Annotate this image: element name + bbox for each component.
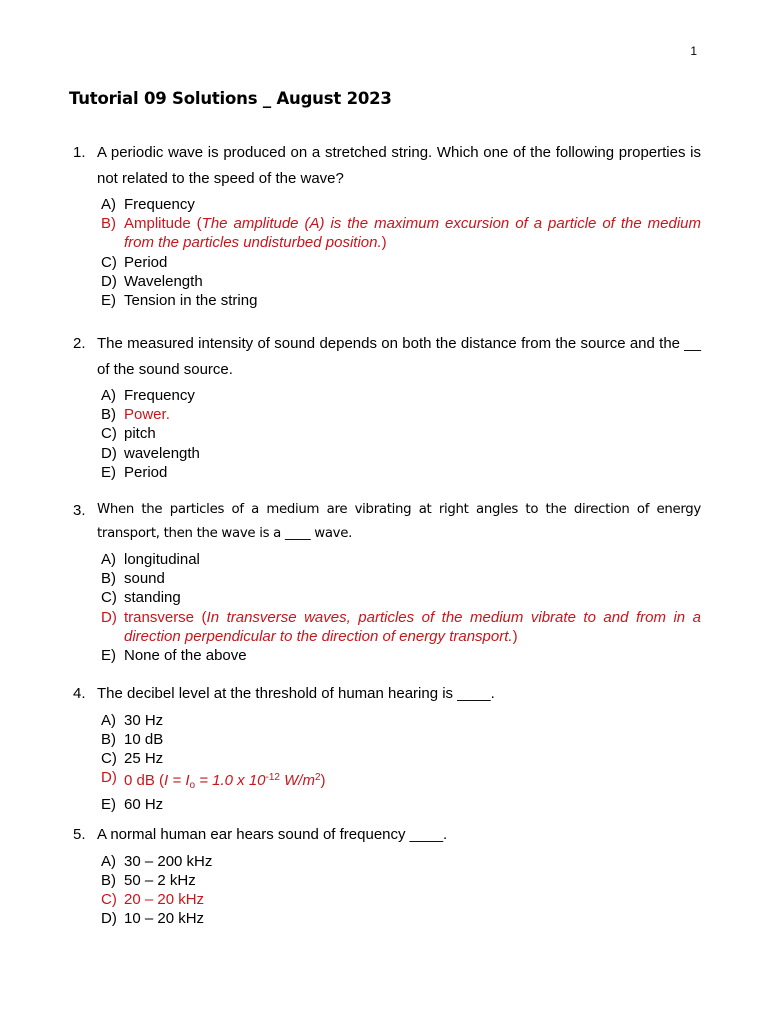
question-text: The measured intensity of sound depends on both the distance from the source and the __ of the sound source.	[97, 335, 701, 378]
option-letter: A)	[101, 711, 116, 729]
exponent: -12	[265, 772, 280, 784]
option-text: 30 Hz	[124, 711, 164, 729]
option-a	[101, 386, 701, 405]
question-text: A normal human ear hears sound of frequency ____.	[97, 826, 448, 843]
question-text: The decibel level at the threshold of human hearing is ____.	[97, 685, 495, 702]
question-5	[73, 822, 701, 928]
option-letter: A)	[101, 387, 116, 404]
question-number: 4.	[73, 685, 86, 702]
option-letter: C)	[101, 425, 117, 443]
option-text: standing	[124, 589, 181, 607]
option-c	[101, 588, 701, 607]
option-letter: A)	[101, 196, 116, 213]
option-text: Period	[124, 253, 168, 271]
option-list	[101, 550, 701, 665]
question-number: 5.	[73, 826, 86, 843]
option-d-correct-answer	[101, 608, 701, 646]
option-text: Period	[124, 463, 168, 481]
paren-close: )	[512, 627, 518, 645]
option-a	[101, 711, 701, 730]
option-text: Amplitude	[124, 215, 191, 233]
answer-explanation: In transverse waves, particles of the medium vibrate to and from in a direction perpendicular to the direction of energy transport.	[124, 608, 702, 645]
option-text: 60 Hz	[124, 796, 164, 814]
question-number: 3.	[73, 502, 86, 519]
option-d	[101, 272, 701, 291]
option-text: 50 – 2 kHz	[124, 871, 196, 889]
option-text: wavelength	[124, 444, 200, 462]
subscript-o: o	[189, 780, 196, 792]
reference-intensity-symbol: I	[185, 772, 190, 790]
equals-sign: =	[168, 772, 186, 790]
option-letter: C)	[101, 890, 117, 908]
question-1	[73, 140, 701, 310]
option-letter: A)	[101, 551, 116, 568]
formula-value: = 1.0 x 10	[195, 772, 266, 790]
paren-close: )	[320, 772, 326, 790]
option-c	[101, 253, 701, 272]
option-d	[101, 444, 701, 463]
option-e	[101, 291, 701, 310]
option-text: Frequency	[124, 387, 195, 404]
option-letter: D)	[101, 272, 117, 290]
option-list	[101, 195, 701, 310]
paren-close: )	[381, 234, 387, 252]
answer-explanation: The amplitude (A) is the maximum excursion of a particle of the medium from the particles undisturbed position.	[124, 215, 701, 252]
question-number: 2.	[73, 335, 86, 352]
option-letter: B)	[101, 871, 116, 889]
formula	[154, 772, 326, 792]
option-letter: B)	[101, 406, 116, 424]
formula-unit: W/m	[279, 772, 315, 790]
option-text: Wavelength	[124, 272, 203, 290]
option-e	[101, 795, 701, 814]
option-b	[101, 871, 701, 890]
option-text: 10 dB	[124, 730, 164, 748]
question-text: A periodic wave is produced on a stretched string. Which one of the following properties is not related to the speed of the wave?	[97, 144, 701, 187]
option-e	[101, 463, 701, 482]
option-letter: D)	[101, 769, 117, 787]
option-letter: B)	[101, 215, 116, 233]
option-text: transverse	[124, 608, 195, 626]
option-letter: C)	[101, 253, 117, 271]
option-letter: E)	[101, 292, 116, 310]
question-3	[73, 498, 701, 665]
option-b	[101, 405, 701, 424]
option-list	[101, 386, 701, 482]
document-title: Tutorial 09 Solutions _ August 2023	[69, 89, 392, 108]
option-a	[101, 195, 701, 214]
option-d	[101, 909, 701, 928]
option-e	[101, 646, 701, 665]
option-d-correct-answer	[101, 768, 701, 795]
option-text-correct-answer: Power.	[124, 406, 170, 424]
option-c	[101, 424, 701, 443]
page-number: 1	[690, 44, 697, 58]
option-list	[101, 711, 701, 815]
option-letter: E)	[101, 796, 116, 814]
option-letter: E)	[101, 647, 116, 665]
option-list	[101, 852, 701, 929]
paren-open: (	[154, 772, 165, 790]
option-letter: D)	[101, 608, 117, 626]
option-letter: D)	[101, 444, 117, 462]
question-text: When the particles of a medium are vibrating at right angles to the direction of energy transport, then the wave is a ____ wave.	[97, 502, 701, 541]
option-letter: E)	[101, 463, 116, 481]
option-text: 30 – 200 kHz	[124, 852, 213, 870]
option-letter: C)	[101, 589, 117, 607]
option-text: Tension in the string	[124, 292, 258, 310]
option-letter: B)	[101, 730, 116, 748]
option-text: None of the above	[124, 647, 247, 665]
option-c	[101, 749, 701, 768]
option-text: 25 Hz	[124, 749, 164, 767]
option-a	[101, 550, 701, 569]
option-text: longitudinal	[124, 551, 200, 568]
paren-open: (	[190, 215, 202, 233]
option-text: 20 – 20 kHz	[124, 890, 205, 908]
question-2	[73, 331, 701, 482]
option-text: Frequency	[124, 196, 195, 213]
option-text: sound	[124, 570, 165, 588]
option-letter: C)	[101, 749, 117, 767]
option-c-correct-answer	[101, 890, 701, 909]
option-text: 10 – 20 kHz	[124, 910, 205, 928]
question-4	[73, 681, 701, 815]
option-b-correct-answer	[101, 214, 701, 252]
option-b	[101, 730, 701, 749]
option-letter: D)	[101, 910, 117, 928]
intensity-symbol: I	[164, 772, 169, 790]
option-letter: A)	[101, 852, 116, 870]
option-letter: B)	[101, 570, 116, 588]
option-text: 0 dB	[124, 772, 155, 790]
option-text: pitch	[124, 425, 156, 443]
unit-exponent: 2	[314, 772, 321, 784]
option-a	[101, 852, 701, 871]
paren-open: (	[194, 608, 207, 626]
question-number: 1.	[73, 144, 86, 161]
option-b	[101, 569, 701, 588]
